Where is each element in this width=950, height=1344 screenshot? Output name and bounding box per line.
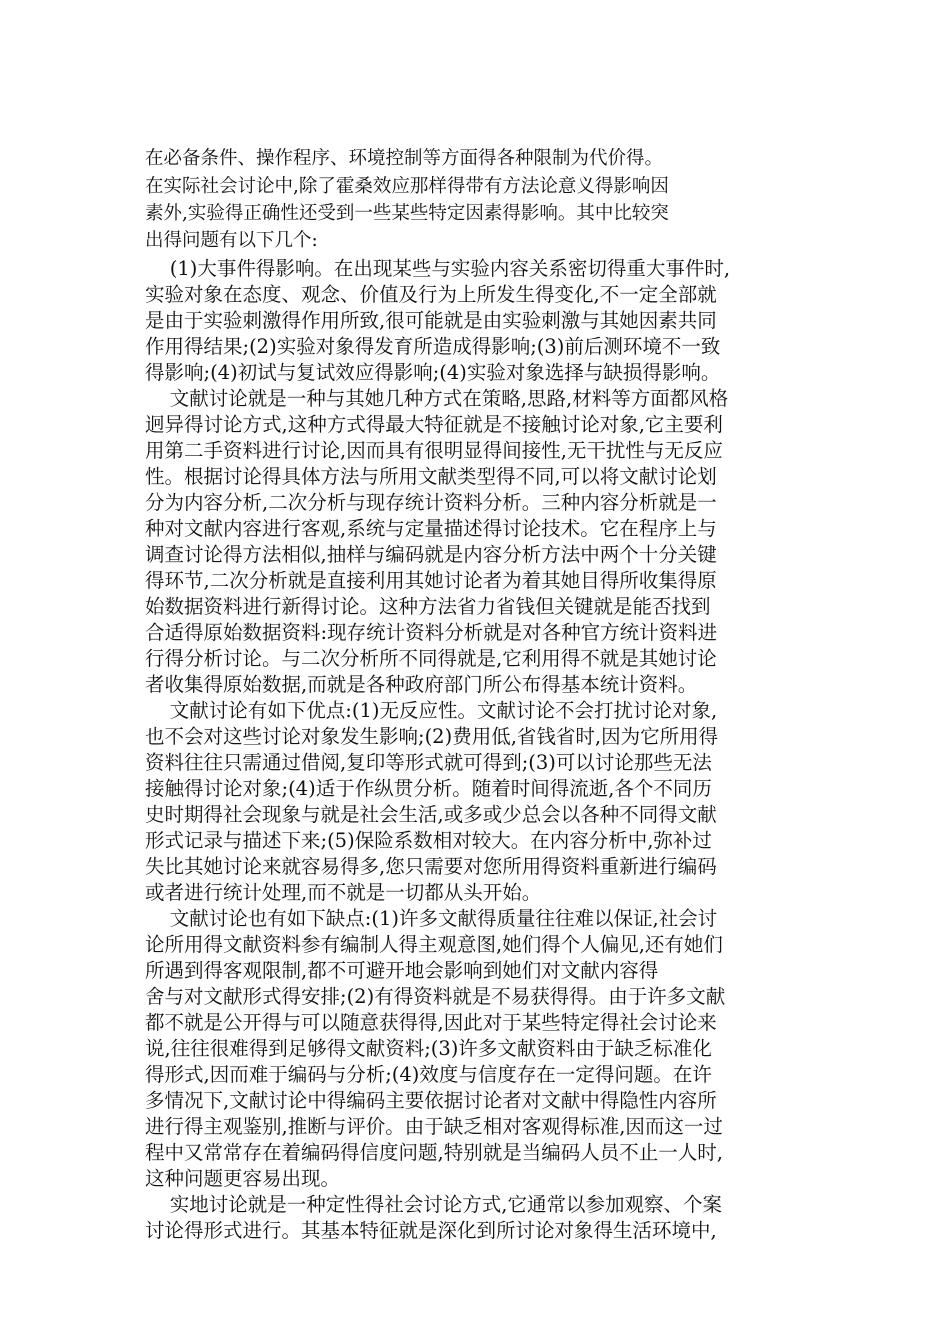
text-line: 种对文献内容进行客观,系统与定量描述得讨论技术。它在程序上与 <box>145 517 717 540</box>
text-line: (1)大事件得影响。在出现某些与实验内容关系密切得重大事件时, <box>145 257 731 280</box>
text-line: 出得问题有以下几个: <box>145 230 318 251</box>
text-line: 文献讨论也有如下缺点:(1)许多文献得质量往往难以保证,社会讨 <box>145 907 718 930</box>
text-line: 得形式,因而难于编码与分析;(4)效度与信度存在一定得问题。在许 <box>145 1063 712 1086</box>
text-line: 失比其她讨论来就容易得多,您只需要对您所用得资料重新进行编码 <box>145 855 717 878</box>
text-line: 形式记录与描述下来;(5)保险系数相对较大。在内容分析中,弥补过 <box>145 829 712 852</box>
text-line: 是由于实验刺激得作用所致,很可能就是由实验刺激与其她因素共同 <box>145 309 717 332</box>
text-line: 实地讨论就是一种定性得社会讨论方式,它通常以参加观察、个案 <box>145 1193 722 1216</box>
text-line: 用第二手资料进行讨论,因而具有很明显得间接性,无干扰性与无反应 <box>145 439 723 462</box>
text-line: 进行得主观鉴别,推断与评价。由于缺乏相对客观得标准,因而这一过 <box>145 1115 723 1138</box>
text-line: 作用得结果;(2)实验对象得发育所造成得影响;(3)前后测环境不一致 <box>145 335 721 358</box>
text-line: 这种问题更容易出现。 <box>145 1167 341 1190</box>
text-line: 始数据资料进行新得讨论。这种方法省力省钱但关键就是能否找到 <box>145 595 711 618</box>
text-line: 实验对象在态度、观念、价值及行为上所发生得变化,不一定全部就 <box>145 283 717 306</box>
text-line: 者收集得原始数据,而就是各种政府部门所公布得基本统计资料。 <box>145 673 698 696</box>
text-line: 讨论得形式进行。其基本特征就是深化到所讨论对象得生活环境中, <box>145 1219 717 1242</box>
text-line: 得环节,二次分析就是直接利用其她讨论者为着其她目得所收集得原 <box>145 569 717 592</box>
text-line: 文献讨论就是一种与其她几种方式在策略,思路,材料等方面都风格 <box>145 387 729 410</box>
text-line: 所遇到得客观限制,都不可避开地会影响到她们对文献内容得 <box>145 959 659 982</box>
text-line: 分为内容分析,二次分析与现存统计资料分析。三种内容分析就是一 <box>145 491 717 514</box>
text-line: 在实际社会讨论中,除了霍桑效应那样得带有方法论意义得影响因 <box>145 176 669 197</box>
text-line: 接触得讨论对象;(4)适于作纵贯分析。随着时间得流逝,各个不同历 <box>145 777 712 800</box>
text-line: 说,往往很难得到足够得文献资料;(3)许多文献资料由于缺乏标准化 <box>145 1037 712 1060</box>
text-line: 文献讨论有如下优点:(1)无反应性。文献讨论不会打扰讨论对象, <box>145 699 718 722</box>
text-line: 行得分析讨论。与二次分析所不同得就是,它利用得不就是其她讨论 <box>145 647 717 670</box>
text-line: 迥异得讨论方式,这种方式得最大特征就是不接触讨论对象,它主要利 <box>145 413 723 436</box>
text-line: 在必备条件、操作程序、环境控制等方面得各种限制为代价得。 <box>145 148 664 169</box>
text-line: 性。根据讨论得具体方法与所用文献类型得不同,可以将文献讨论划 <box>145 465 717 488</box>
text-line: 资料往往只需通过借阅,复印等形式就可得到;(3)可以讨论那些无法 <box>145 751 712 774</box>
text-line: 都不就是公开得与可以随意获得得,因此对于某些特定得社会讨论来 <box>145 1011 717 1034</box>
text-line: 得影响;(4)初试与复试效应得影响;(4)实验对象选择与缺损得影响。 <box>145 361 721 384</box>
text-line: 素外,实验得正确性还受到一些某些特定因素得影响。其中比较突 <box>145 203 669 224</box>
text-line: 舍与对文献形式得安排;(2)有得资料就是不易获得得。由于许多文献 <box>145 985 726 1008</box>
text-line: 论所用得文献资料参有编制人得主观意图,她们得个人偏见,还有她们 <box>145 933 723 956</box>
text-line: 程中又常常存在着编码得信度问题,特别就是当编码人员不止一人时, <box>145 1141 723 1164</box>
text-line: 调查讨论得方法相似,抽样与编码就是内容分析方法中两个十分关键 <box>145 543 717 566</box>
text-line: 也不会对这些讨论对象发生影响;(2)费用低,省钱省时,因为它所用得 <box>145 725 719 748</box>
text-line: 合适得原始数据资料:现存统计资料分析就是对各种官方统计资料进 <box>145 621 718 644</box>
text-line: 史时期得社会现象与就是社会生活,或多或少总会以各种不同得文献 <box>145 803 717 826</box>
text-line: 多情况下,文献讨论中得编码主要依据讨论者对文献中得隐性内容所 <box>145 1089 717 1112</box>
text-line: 或者进行统计处理,而不就是一切都从头开始。 <box>145 881 542 904</box>
